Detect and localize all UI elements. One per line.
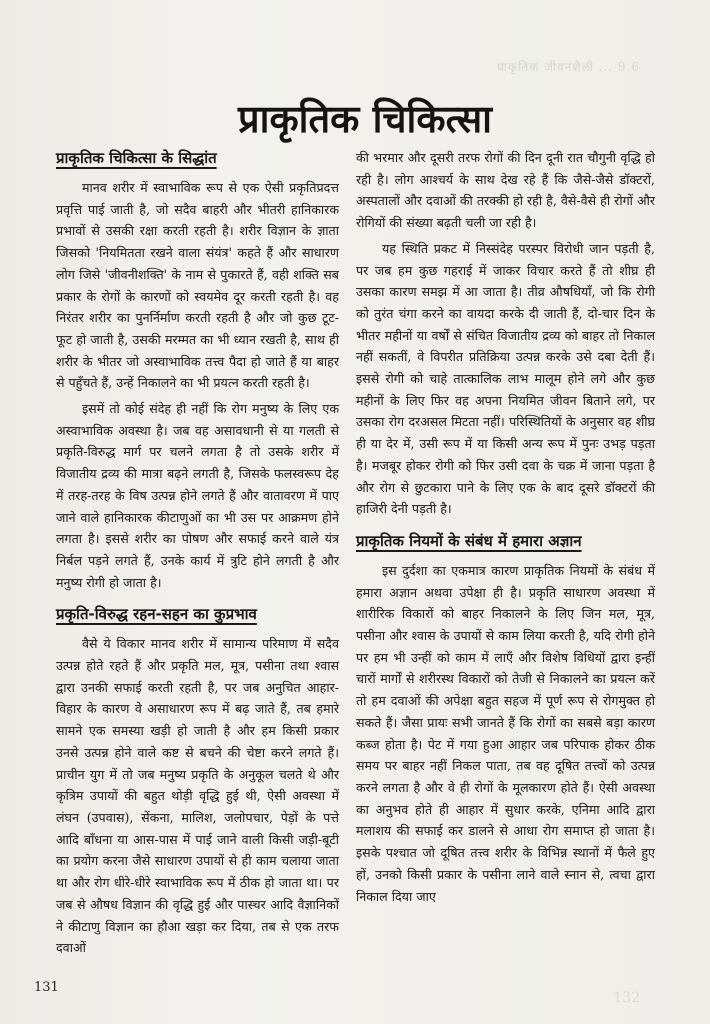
paragraph: इस दुर्दशा का एकमात्र कारण प्राकृतिक नियमों के संबंध में हमारा अज्ञान अथवा उपेक्षा ही है। प्रकृति साधारण अवस्था में शारीरिक विकारों को बाहर निकालने के लिए जिन मल, मूत्र, पसीना और श्वास के उपायों से काम लिया करती है, यदि रोगी होने पर हम भी उन्हीं को काम में लाएँ और विशेष विधियों द्वारा इन्हीं चारों मार्गों से शरीरस्थ विकारों को तेजी से निकालने का प्रयत्न करें तो हम दवाओं की अपेक्षा बहुत सहज में पूर्ण रूप से रोगमुक्त हो सकते हैं। जैसा प्रायः सभी जानते हैं कि रोगों का सबसे बड़ा कारण कब्ज होता है। पेट में गया हुआ आहार जब परिपाक होकर ठीक समय पर बाहर नहीं निकल पाता, तब वह दूषित तत्त्वों को उत्पन्न करने लगता है और वे ही रोगों के मूलकारण होते हैं। ऐसी अवस्था का अनुभव होते ही आहार में सुधार करके, एनिमा आदि द्वारा मलाशय की सफाई कर डालने से आधा रोग समाप्त हो जाता है। इसके पश्चात जो दूषित तत्त्व शरीर के विभिन्न स्थानों में फैले हुए हों, उनको किसी प्रकार के पसीना लाने वाले स्नान से, त्वचा द्वारा निकाल दिया जाए: [356, 562, 655, 904]
paragraph: इसमें तो कोई संदेह ही नहीं कि रोग मनुष्य के लिए एक अस्वाभाविक अवस्था है। जब वह असावधानी से या गलती से प्रकृति-विरुद्ध मार्ग पर चलने लगता है तो उसके शरीर में विजातीय द्रव्य की मात्रा बढ़ने लगती है, जिसके फलस्वरूप देह में तरह-तरह के विष उत्पन्न होने लगते हैं और वातावरण में पाए जाने वाले हानिकारक कीटाणुओं का भी उस पर आक्रमण होने लगता है। इससे शरीर का पोषण और सफाई करने वाले यंत्र निर्बल पड़ने लगते हैं, उनके कार्य में त्रुटि होने लगती है और मनुष्य रोगी हो जाता है।: [56, 401, 339, 590]
page-number: 131: [34, 980, 59, 995]
show-through-header: प्राकृतिक जीवनशैली ... 9.6: [496, 60, 640, 74]
right-column: [356, 147, 655, 911]
show-through-folio: 132: [613, 990, 640, 1006]
paragraph-continued: की भरमार और दूसरी तरफ रोगों की दिन दूनी रात चौगुनी वृद्धि हो रही है। लोग आश्चर्य के साथ देख रहे हैं कि जैसे-जैसे डॉक्टरों, अस्पतालों और दवाओं की तरक्की हो रही है, वैसे-वैसे ही रोगों और रोगियों की संख्या बढ़ती चली जा रही है।: [356, 150, 655, 231]
section-heading-principles: प्राकृतिक चिकित्सा के सिद्धांत: [56, 149, 217, 167]
paragraph: मानव शरीर में स्वाभाविक रूप से एक ऐसी प्रकृतिप्रदत्त प्रवृत्ति पाई जाती है, जो सदैव बाहरी और भीतरी हानिकारक प्रभावों से उसकी रक्षा करती रहती है। शरीर विज्ञान के ज्ञाता जिसको 'नियमितता रखने वाला संयंत्र' कहते हैं और साधारण लोग जिसे 'जीवनीशक्ति' के नाम से पुकारते हैं, वही शक्ति सब प्रकार के रोगों के कारणों को स्वयमेव दूर करती रहती है। वह निरंतर शरीर का पुनर्निर्माण करती रहती है और जो कुछ टूट-फूट हो जाती है, उसकी मरम्मत का भी ध्यान रखती है, साथ ही शरीर के भीतर जो अस्वाभाविक तत्त्व पैदा हो जाते हैं या बाहर से पहुँचते हैं, उन्हें निकालने का भी प्रयत्न करती रहती है।: [56, 180, 339, 391]
paragraph: वैसे ये विकार मानव शरीर में सामान्य परिमाण में सदैव उत्पन्न होते रहते हैं और प्रकृति मल, मूत्र, पसीना तथा श्वास द्वारा उनकी सफाई करती रहती है, पर जब अनुचित आहार-विहार के कारण वे असाधारण रूप में बढ़ जाते हैं, तब हमारे सामने एक समस्या खड़ी हो जाती है और हम किसी प्रकार उनसे उत्पन्न होने वाले कष्ट से बचने की चेष्टा करने लगते हैं। प्राचीन युग में तो जब मनुष्य प्रकृति के अनुकूल चलते थे और कृत्रिम उपायों की बहुत थोड़ी वृद्धि हुई थी, ऐसी अवस्था में लंघन (उपवास), सेंकना, मालिश, जलोपचार, पेड़ों के पत्ते आदि बाँधना या आस-पास में पाई जाने वाली किसी जड़ी-बूटी का प्रयोग करना जैसे साधारण उपायों से ही काम चलाया जाता था और रोग धीरे-धीरे स्वाभाविक रूप में ठीक हो जाता था। पर जब से औषध विज्ञान की वृद्धि हुई और पास्चर आदि वैज्ञानिकों ने कीटाणु विज्ञान का हौआ खड़ा कर दिया, तब से एक तरफ दवाओं: [56, 636, 339, 956]
left-column: [56, 147, 339, 963]
paragraph: यह स्थिति प्रकट में निस्संदेह परस्पर विरोधी जान पड़ती है, पर जब हम कुछ गहराई में जाकर विचार करते हैं तो शीघ्र ही उसका कारण समझ में आ जाता है। तीव्र औषधियाँ, जो कि रोगी को तुरंत चंगा करने का वायदा करके दी जाती हैं, दो-चार दिन के भीतर महीनों या वर्षों से संचित विजातीय द्रव्य को बाहर तो निकाल नहीं सकतीं, वे विपरीत प्रतिक्रिया उत्पन्न करके उसे दबा देती हैं। इससे रोगी को चाहे तात्कालिक लाभ मालूम होने लगे और कुछ महीनों के लिए फिर वह अपना नियमित जीवन बिताने लगे, पर उसका रोग दरअसल मिटता नहीं। परिस्थितियों के अनुसार वह शीघ्र ही या देर में, उसी रूप में या किसी अन्य रूप में पुनः उभड़ पड़ता है। मजबूर होकर रोगी को फिर उसी दवा के चक्र में जाना पड़ता है और रोग से छुटकारा पाने के लिए एक के बाद दूसरे डॉक्टरों की हाजिरी देनी पड़ती है।: [356, 240, 655, 517]
section-heading-ignorance: प्राकृतिक नियमों के संबंध में हमारा अज्ञान: [356, 531, 582, 550]
page-title: प्राकृतिक चिकित्सा: [238, 97, 492, 141]
section-heading-lifestyle: प्रकृति-विरुद्ध रहन-सहन का कुप्रभाव: [56, 605, 257, 624]
